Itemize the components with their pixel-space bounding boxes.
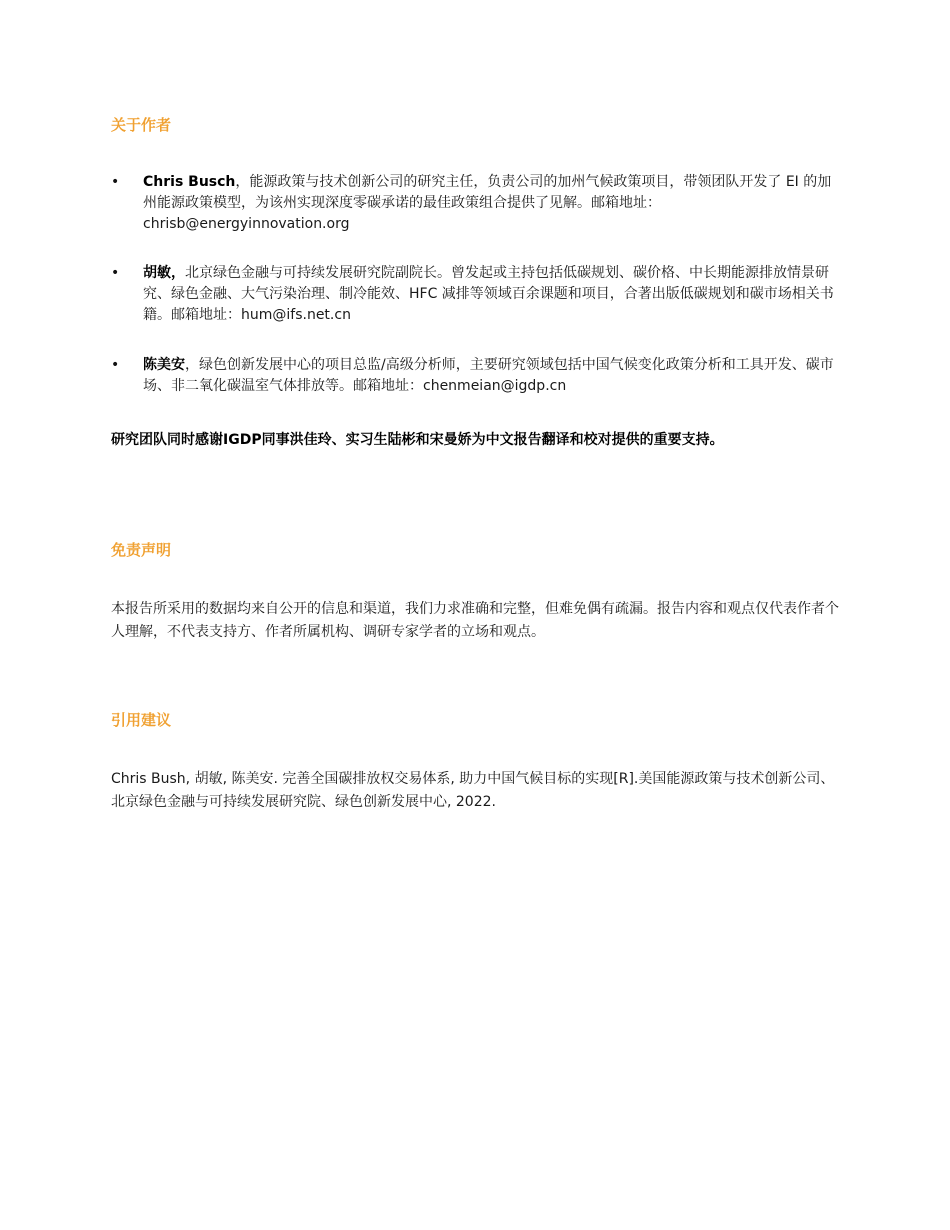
bullet-icon: • [111, 174, 120, 190]
bullet-icon: • [111, 357, 120, 373]
author-entry [143, 172, 841, 235]
author-entry [143, 355, 841, 397]
acknowledgement-text: 研究团队同时感谢IGDP同事洪佳玲、实习生陆彬和宋曼娇为中文报告翻译和校对提供的重要支持。 [111, 432, 724, 448]
author-bio: ，能源政策与技术创新公司的研究主任，负责公司的加州气候政策项目，带领团队开发了 EI 的加州能源政策模型，为该州实现深度零碳承诺的最佳政策组合提供了见解。邮箱地址：chrisb@energyinnovation.org [143, 174, 832, 232]
author-bio: ，绿色创新发展中心的项目总监/高级分析师，主要研究领域包括中国气候变化政策分析和工具开发、碳市场、非二氧化碳温室气体排放等。邮箱地址：chenmeian@igdp.cn [143, 357, 834, 394]
disclaimer-text: 本报告所采用的数据均来自公开的信息和渠道，我们力求准确和完整，但难免偶有疏漏。报告内容和观点仅代表作者个人理解，不代表支持方、作者所属机构、调研专家学者的立场和观点。 [111, 601, 839, 640]
author-name: 胡敏， [143, 265, 185, 281]
citation-heading: 引用建议 [111, 711, 172, 729]
disclaimer-heading: 免责声明 [111, 541, 172, 559]
author-bio: 北京绿色金融与可持续发展研究院副院长。曾发起或主持包括低碳规划、碳价格、中长期能源排放情景研究、绿色金融、大气污染治理、制冷能效、HFC 减排等领域百余课题和项目，合著出版低碳规划和碳市场相关书籍。邮箱地址：hum@ifs.net.cn [143, 265, 834, 323]
citation-text: Chris Bush, 胡敏, 陈美安. 完善全国碳排放权交易体系, 助力中国气候目标的实现[R].美国能源政策与技术创新公司、北京绿色金融与可持续发展研究院、绿色创新发展中心, 2022. [111, 771, 835, 810]
author-entry [143, 263, 841, 326]
about-authors-heading: 关于作者 [111, 116, 172, 134]
bullet-icon: • [111, 265, 120, 281]
author-name: 陈美安 [143, 357, 185, 373]
author-name: Chris Busch [143, 174, 236, 190]
